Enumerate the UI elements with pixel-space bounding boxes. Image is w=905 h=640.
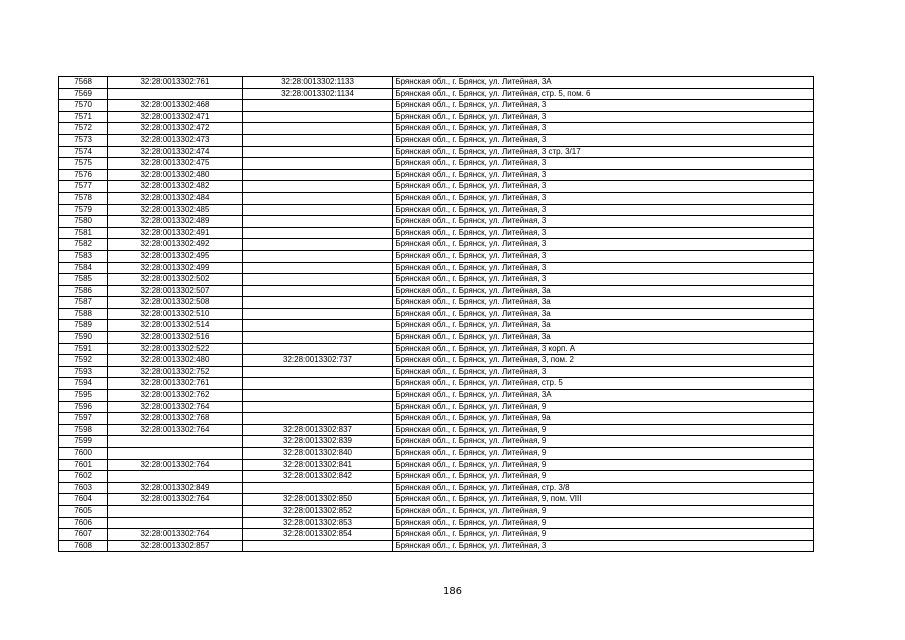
table-row (59, 448, 814, 460)
row-number-cell: 7572 (59, 123, 108, 135)
table-row (59, 529, 814, 541)
table-row (59, 320, 814, 332)
address-cell: Брянская обл., г. Брянск, ул. Литейная, 3 (393, 274, 814, 286)
row-number-cell: 7580 (59, 216, 108, 228)
row-number-cell: 7596 (59, 401, 108, 413)
registry-table-body (59, 77, 814, 552)
table-row (59, 297, 814, 309)
cadastral-number-cell (108, 505, 243, 517)
linked-cadastral-number-cell (242, 413, 393, 425)
cadastral-number-cell: 32:28:0013302:495 (108, 250, 243, 262)
linked-cadastral-number-cell: 32:28:0013302:837 (242, 424, 393, 436)
table-row (59, 343, 814, 355)
row-number-cell: 7570 (59, 100, 108, 112)
cadastral-number-cell: 32:28:0013302:489 (108, 216, 243, 228)
cadastral-number-cell: 32:28:0013302:508 (108, 297, 243, 309)
linked-cadastral-number-cell: 32:28:0013302:841 (242, 459, 393, 471)
row-number-cell: 7583 (59, 250, 108, 262)
address-cell: Брянская обл., г. Брянск, ул. Литейная, стр. 5, пом. 6 (393, 88, 814, 100)
linked-cadastral-number-cell: 32:28:0013302:839 (242, 436, 393, 448)
linked-cadastral-number-cell (242, 297, 393, 309)
address-cell: Брянская обл., г. Брянск, ул. Литейная, 3 (393, 239, 814, 251)
table-row (59, 285, 814, 297)
cadastral-number-cell: 32:28:0013302:761 (108, 378, 243, 390)
address-cell: Брянская обл., г. Брянск, ул. Литейная, 3а (393, 332, 814, 344)
row-number-cell: 7602 (59, 471, 108, 483)
table-row (59, 424, 814, 436)
address-cell: Брянская обл., г. Брянск, ул. Литейная, 3 (393, 169, 814, 181)
linked-cadastral-number-cell (242, 285, 393, 297)
table-row (59, 274, 814, 286)
address-cell: Брянская обл., г. Брянск, ул. Литейная, 3 (393, 204, 814, 216)
row-number-cell: 7590 (59, 332, 108, 344)
linked-cadastral-number-cell (242, 204, 393, 216)
cadastral-number-cell: 32:28:0013302:472 (108, 123, 243, 135)
page-number: 186 (442, 586, 463, 597)
table-row (59, 401, 814, 413)
row-number-cell: 7605 (59, 505, 108, 517)
linked-cadastral-number-cell (242, 390, 393, 402)
cadastral-number-cell: 32:28:0013302:502 (108, 274, 243, 286)
row-number-cell: 7582 (59, 239, 108, 251)
address-cell: Брянская обл., г. Брянск, ул. Литейная, 3 (393, 134, 814, 146)
linked-cadastral-number-cell: 32:28:0013302:1133 (242, 77, 393, 89)
row-number-cell: 7575 (59, 158, 108, 170)
cadastral-number-cell: 32:28:0013302:484 (108, 192, 243, 204)
table-row (59, 169, 814, 181)
linked-cadastral-number-cell (242, 262, 393, 274)
address-cell: Брянская обл., г. Брянск, ул. Литейная, 9а (393, 413, 814, 425)
table-row (59, 123, 814, 135)
row-number-cell: 7599 (59, 436, 108, 448)
row-number-cell: 7568 (59, 77, 108, 89)
linked-cadastral-number-cell: 32:28:0013302:853 (242, 517, 393, 529)
row-number-cell: 7571 (59, 111, 108, 123)
address-cell: Брянская обл., г. Брянск, ул. Литейная, 9 (393, 517, 814, 529)
linked-cadastral-number-cell: 32:28:0013302:852 (242, 505, 393, 517)
registry-table (58, 76, 814, 552)
table-row (59, 332, 814, 344)
table-row (59, 216, 814, 228)
row-number-cell: 7576 (59, 169, 108, 181)
row-number-cell: 7578 (59, 192, 108, 204)
cadastral-number-cell: 32:28:0013302:764 (108, 459, 243, 471)
cadastral-number-cell: 32:28:0013302:485 (108, 204, 243, 216)
cadastral-number-cell: 32:28:0013302:507 (108, 285, 243, 297)
linked-cadastral-number-cell (242, 401, 393, 413)
linked-cadastral-number-cell (242, 378, 393, 390)
linked-cadastral-number-cell (242, 100, 393, 112)
cadastral-number-cell: 32:28:0013302:514 (108, 320, 243, 332)
row-number-cell: 7588 (59, 308, 108, 320)
row-number-cell: 7593 (59, 366, 108, 378)
address-cell: Брянская обл., г. Брянск, ул. Литейная, 3 (393, 250, 814, 262)
row-number-cell: 7608 (59, 540, 108, 552)
table-row (59, 146, 814, 158)
table-row (59, 540, 814, 552)
address-cell: Брянская обл., г. Брянск, ул. Литейная, 9 (393, 459, 814, 471)
address-cell: Брянская обл., г. Брянск, ул. Литейная, 3 (393, 181, 814, 193)
address-cell: Брянская обл., г. Брянск, ул. Литейная, 3 (393, 111, 814, 123)
linked-cadastral-number-cell: 32:28:0013302:842 (242, 471, 393, 483)
table-row (59, 181, 814, 193)
row-number-cell: 7607 (59, 529, 108, 541)
address-cell: Брянская обл., г. Брянск, ул. Литейная, 9, пом. VIII (393, 494, 814, 506)
table-row (59, 262, 814, 274)
row-number-cell: 7598 (59, 424, 108, 436)
linked-cadastral-number-cell (242, 366, 393, 378)
linked-cadastral-number-cell: 32:28:0013302:737 (242, 355, 393, 367)
linked-cadastral-number-cell (242, 239, 393, 251)
table-row (59, 505, 814, 517)
cadastral-number-cell (108, 471, 243, 483)
address-cell: Брянская обл., г. Брянск, ул. Литейная, 3, пом. 2 (393, 355, 814, 367)
linked-cadastral-number-cell: 32:28:0013302:850 (242, 494, 393, 506)
row-number-cell: 7585 (59, 274, 108, 286)
address-cell: Брянская обл., г. Брянск, ул. Литейная, 3а (393, 285, 814, 297)
cadastral-number-cell: 32:28:0013302:499 (108, 262, 243, 274)
cadastral-number-cell: 32:28:0013302:857 (108, 540, 243, 552)
address-cell: Брянская обл., г. Брянск, ул. Литейная, 9 (393, 529, 814, 541)
cadastral-number-cell: 32:28:0013302:491 (108, 227, 243, 239)
cadastral-number-cell: 32:28:0013302:480 (108, 355, 243, 367)
address-cell: Брянская обл., г. Брянск, ул. Литейная, 3 (393, 366, 814, 378)
row-number-cell: 7594 (59, 378, 108, 390)
cadastral-number-cell: 32:28:0013302:764 (108, 424, 243, 436)
table-row (59, 192, 814, 204)
cadastral-number-cell: 32:28:0013302:768 (108, 413, 243, 425)
linked-cadastral-number-cell (242, 123, 393, 135)
linked-cadastral-number-cell (242, 169, 393, 181)
row-number-cell: 7603 (59, 482, 108, 494)
row-number-cell: 7584 (59, 262, 108, 274)
address-cell: Брянская обл., г. Брянск, ул. Литейная, 3 (393, 158, 814, 170)
address-cell: Брянская обл., г. Брянск, ул. Литейная, 9 (393, 448, 814, 460)
row-number-cell: 7589 (59, 320, 108, 332)
row-number-cell: 7601 (59, 459, 108, 471)
address-cell: Брянская обл., г. Брянск, ул. Литейная, 3а (393, 320, 814, 332)
table-row (59, 88, 814, 100)
cadastral-number-cell (108, 88, 243, 100)
linked-cadastral-number-cell: 32:28:0013302:1134 (242, 88, 393, 100)
address-cell: Брянская обл., г. Брянск, ул. Литейная, 3А (393, 390, 814, 402)
address-cell: Брянская обл., г. Брянск, ул. Литейная, 3 (393, 262, 814, 274)
linked-cadastral-number-cell: 32:28:0013302:840 (242, 448, 393, 460)
address-cell: Брянская обл., г. Брянск, ул. Литейная, стр. 3/8 (393, 482, 814, 494)
linked-cadastral-number-cell (242, 181, 393, 193)
address-cell: Брянская обл., г. Брянск, ул. Литейная, 9 (393, 471, 814, 483)
cadastral-number-cell: 32:28:0013302:761 (108, 77, 243, 89)
table-row (59, 471, 814, 483)
address-cell: Брянская обл., г. Брянск, ул. Литейная, 3А (393, 77, 814, 89)
linked-cadastral-number-cell (242, 274, 393, 286)
table-row (59, 355, 814, 367)
table-row (59, 77, 814, 89)
table-row (59, 459, 814, 471)
linked-cadastral-number-cell (242, 192, 393, 204)
cadastral-number-cell (108, 517, 243, 529)
address-cell: Брянская обл., г. Брянск, ул. Литейная, 3 (393, 227, 814, 239)
table-row (59, 494, 814, 506)
cadastral-number-cell: 32:28:0013302:471 (108, 111, 243, 123)
linked-cadastral-number-cell (242, 227, 393, 239)
table-row (59, 390, 814, 402)
table-row (59, 378, 814, 390)
cadastral-number-cell (108, 436, 243, 448)
cadastral-number-cell: 32:28:0013302:474 (108, 146, 243, 158)
linked-cadastral-number-cell (242, 320, 393, 332)
cadastral-number-cell: 32:28:0013302:764 (108, 529, 243, 541)
cadastral-number-cell: 32:28:0013302:492 (108, 239, 243, 251)
cadastral-number-cell: 32:28:0013302:752 (108, 366, 243, 378)
address-cell: Брянская обл., г. Брянск, ул. Литейная, 3 (393, 192, 814, 204)
cadastral-number-cell: 32:28:0013302:468 (108, 100, 243, 112)
table-row (59, 482, 814, 494)
linked-cadastral-number-cell: 32:28:0013302:854 (242, 529, 393, 541)
address-cell: Брянская обл., г. Брянск, ул. Литейная, 3 корп. А (393, 343, 814, 355)
cadastral-number-cell: 32:28:0013302:482 (108, 181, 243, 193)
cadastral-number-cell: 32:28:0013302:764 (108, 401, 243, 413)
row-number-cell: 7595 (59, 390, 108, 402)
linked-cadastral-number-cell (242, 343, 393, 355)
row-number-cell: 7606 (59, 517, 108, 529)
address-cell: Брянская обл., г. Брянск, ул. Литейная, 3а (393, 308, 814, 320)
address-cell: Брянская обл., г. Брянск, ул. Литейная, 9 (393, 436, 814, 448)
linked-cadastral-number-cell (242, 216, 393, 228)
table-row (59, 158, 814, 170)
cadastral-number-cell: 32:28:0013302:762 (108, 390, 243, 402)
row-number-cell: 7581 (59, 227, 108, 239)
table-row (59, 517, 814, 529)
linked-cadastral-number-cell (242, 134, 393, 146)
address-cell: Брянская обл., г. Брянск, ул. Литейная, 9 (393, 401, 814, 413)
address-cell: Брянская обл., г. Брянск, ул. Литейная, 3 (393, 216, 814, 228)
table-row (59, 100, 814, 112)
address-cell: Брянская обл., г. Брянск, ул. Литейная, 3 (393, 123, 814, 135)
table-row (59, 366, 814, 378)
table-row (59, 204, 814, 216)
address-cell: Брянская обл., г. Брянск, ул. Литейная, 9 (393, 424, 814, 436)
cadastral-number-cell: 32:28:0013302:764 (108, 494, 243, 506)
table-row (59, 134, 814, 146)
linked-cadastral-number-cell (242, 482, 393, 494)
cadastral-number-cell: 32:28:0013302:510 (108, 308, 243, 320)
row-number-cell: 7591 (59, 343, 108, 355)
cadastral-number-cell: 32:28:0013302:849 (108, 482, 243, 494)
row-number-cell: 7587 (59, 297, 108, 309)
cadastral-number-cell: 32:28:0013302:475 (108, 158, 243, 170)
address-cell: Брянская обл., г. Брянск, ул. Литейная, 3а (393, 297, 814, 309)
table-row (59, 250, 814, 262)
linked-cadastral-number-cell (242, 308, 393, 320)
linked-cadastral-number-cell (242, 250, 393, 262)
cadastral-number-cell: 32:28:0013302:516 (108, 332, 243, 344)
linked-cadastral-number-cell (242, 332, 393, 344)
row-number-cell: 7592 (59, 355, 108, 367)
row-number-cell: 7569 (59, 88, 108, 100)
address-cell: Брянская обл., г. Брянск, ул. Литейная, 3 стр. 3/17 (393, 146, 814, 158)
row-number-cell: 7586 (59, 285, 108, 297)
row-number-cell: 7577 (59, 181, 108, 193)
table-row (59, 111, 814, 123)
row-number-cell: 7600 (59, 448, 108, 460)
table-row (59, 239, 814, 251)
table-row (59, 413, 814, 425)
table-row (59, 308, 814, 320)
linked-cadastral-number-cell (242, 111, 393, 123)
row-number-cell: 7579 (59, 204, 108, 216)
cadastral-number-cell (108, 448, 243, 460)
address-cell: Брянская обл., г. Брянск, ул. Литейная, 3 (393, 540, 814, 552)
linked-cadastral-number-cell (242, 158, 393, 170)
linked-cadastral-number-cell (242, 540, 393, 552)
row-number-cell: 7574 (59, 146, 108, 158)
row-number-cell: 7604 (59, 494, 108, 506)
cadastral-number-cell: 32:28:0013302:522 (108, 343, 243, 355)
address-cell: Брянская обл., г. Брянск, ул. Литейная, стр. 5 (393, 378, 814, 390)
table-row (59, 227, 814, 239)
address-cell: Брянская обл., г. Брянск, ул. Литейная, 3 (393, 100, 814, 112)
cadastral-number-cell: 32:28:0013302:480 (108, 169, 243, 181)
row-number-cell: 7597 (59, 413, 108, 425)
address-cell: Брянская обл., г. Брянск, ул. Литейная, 9 (393, 505, 814, 517)
row-number-cell: 7573 (59, 134, 108, 146)
linked-cadastral-number-cell (242, 146, 393, 158)
cadastral-number-cell: 32:28:0013302:473 (108, 134, 243, 146)
table-row (59, 436, 814, 448)
